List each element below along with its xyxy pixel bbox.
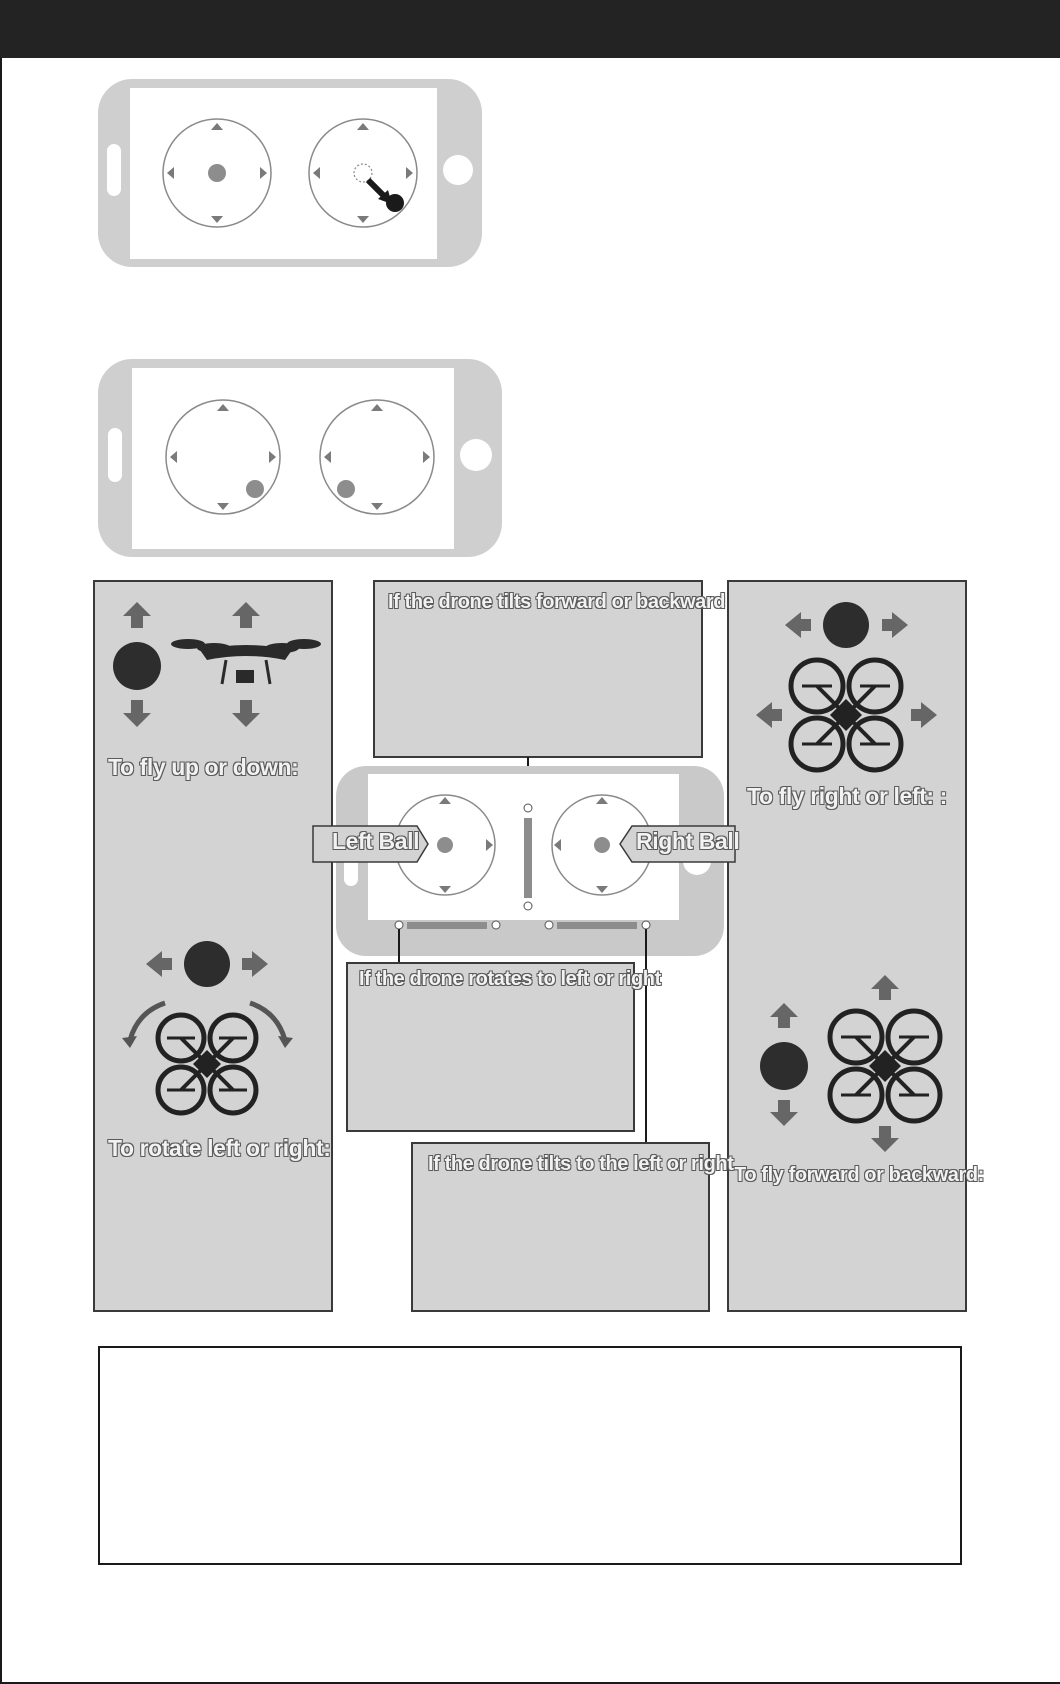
note-box [98, 1346, 962, 1565]
label-rotates: If the drone rotates to left or right [359, 968, 661, 990]
label-tilt-left-right: If the drone tilts to the left or right [428, 1153, 734, 1175]
label-forward-backward: To fly forward or backward: [734, 1164, 984, 1186]
label-right-left: To fly right or left: : [747, 783, 947, 809]
label-left-ball: Left Ball [332, 828, 420, 854]
label-up-down: To fly up or down: [108, 754, 299, 780]
label-rotate: To rotate left or right: [108, 1135, 331, 1161]
label-tilt-forward-backward: If the drone tilts forward or backward [388, 591, 726, 613]
label-right-ball: Right Ball [636, 828, 740, 854]
